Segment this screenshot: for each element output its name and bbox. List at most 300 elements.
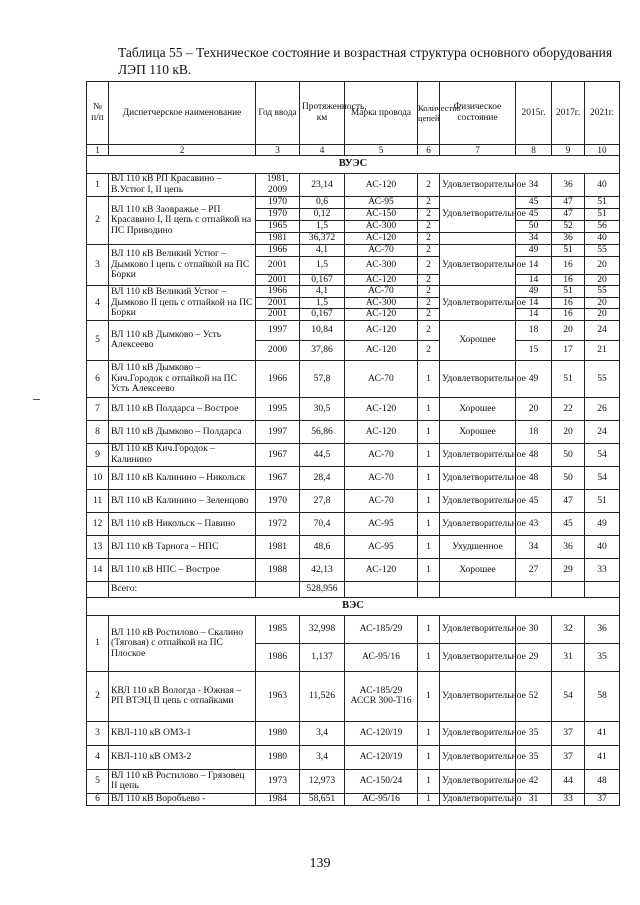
value-2017-cell: 44 bbox=[552, 769, 585, 793]
value-2017-cell: 52 bbox=[552, 221, 585, 233]
length-cell: 4,1 bbox=[300, 245, 345, 257]
wire-cell: АС-150 bbox=[345, 209, 418, 221]
year-cell: 2000 bbox=[256, 340, 300, 360]
value-2015-cell: 35 bbox=[516, 745, 552, 769]
table-row bbox=[87, 745, 620, 769]
circuits-cell: 1 bbox=[418, 769, 440, 793]
wire-cell: АС-120 bbox=[345, 420, 418, 443]
value-2017-cell: 33 bbox=[552, 793, 585, 805]
circuits-cell: 2 bbox=[418, 209, 440, 221]
table-row bbox=[87, 466, 620, 489]
header-cell: Диспетчерское наименование bbox=[109, 82, 256, 145]
year-cell: 1973 bbox=[256, 769, 300, 793]
row-number: 13 bbox=[87, 535, 109, 558]
value-2017-cell: 16 bbox=[552, 309, 585, 321]
header-cell: Физическое состояние bbox=[440, 82, 516, 145]
value-2017-cell: 17 bbox=[552, 340, 585, 360]
total-empty-cell bbox=[516, 581, 552, 597]
state-cell: Удовлетворительное bbox=[440, 745, 516, 769]
value-2015-cell: 20 bbox=[516, 397, 552, 420]
circuits-cell: 1 bbox=[418, 745, 440, 769]
wire-cell: АС-185/29 АССR 300-T16 bbox=[345, 671, 418, 721]
wire-cell: АС-300 bbox=[345, 297, 418, 309]
circuits-cell: 2 bbox=[418, 197, 440, 209]
year-cell: 1970 bbox=[256, 209, 300, 221]
year-cell: 1967 bbox=[256, 443, 300, 466]
value-2021-cell: 49 bbox=[585, 512, 620, 535]
state-cell: Хорошее bbox=[440, 558, 516, 581]
table-row bbox=[87, 615, 620, 643]
circuits-cell: 1 bbox=[418, 443, 440, 466]
value-2021-cell: 41 bbox=[585, 745, 620, 769]
line-name: КВЛ 110 кВ Вологда - Южная – РП ВТЭЦ II цепь с отпайками bbox=[109, 671, 256, 721]
header-cell: Количество цепей bbox=[418, 82, 440, 145]
row-number: 6 bbox=[87, 793, 109, 805]
year-cell: 1966 bbox=[256, 360, 300, 397]
table-row bbox=[87, 671, 620, 721]
table-row bbox=[87, 769, 620, 793]
value-2015-cell: 48 bbox=[516, 443, 552, 466]
value-2021-cell: 40 bbox=[585, 174, 620, 197]
table-row bbox=[87, 793, 620, 805]
value-2021-cell: 54 bbox=[585, 466, 620, 489]
value-2015-cell: 29 bbox=[516, 643, 552, 671]
value-2017-cell: 31 bbox=[552, 643, 585, 671]
state-cell: Удовлетворительное bbox=[440, 721, 516, 745]
line-name: ВЛ 110 кВ НПС – Вострое bbox=[109, 558, 256, 581]
value-2015-cell: 14 bbox=[516, 274, 552, 286]
row-number: 5 bbox=[87, 769, 109, 793]
value-2021-cell: 20 bbox=[585, 297, 620, 309]
value-2017-cell: 50 bbox=[552, 443, 585, 466]
circuits-cell: 2 bbox=[418, 297, 440, 309]
value-2021-cell: 55 bbox=[585, 245, 620, 257]
value-2021-cell: 56 bbox=[585, 221, 620, 233]
table-caption: Таблица 55 – Техническое состояние и возрастная структура основного оборудования ЛЭП 110 кВ. bbox=[118, 45, 613, 77]
value-2021-cell: 24 bbox=[585, 420, 620, 443]
circuits-cell: 2 bbox=[418, 274, 440, 286]
circuits-cell: 2 bbox=[418, 340, 440, 360]
row-number: 2 bbox=[87, 197, 109, 245]
wire-cell: АС-70 bbox=[345, 245, 418, 257]
value-2015-cell: 45 bbox=[516, 209, 552, 221]
length-cell: 58,651 bbox=[300, 793, 345, 805]
wire-cell: АС-70 bbox=[345, 360, 418, 397]
column-number: 7 bbox=[440, 145, 516, 156]
value-2015-cell: 34 bbox=[516, 174, 552, 197]
circuits-cell: 1 bbox=[418, 360, 440, 397]
length-cell: 27,8 bbox=[300, 489, 345, 512]
header-cell: 2015г. bbox=[516, 82, 552, 145]
value-2017-cell: 29 bbox=[552, 558, 585, 581]
circuits-cell: 1 bbox=[418, 558, 440, 581]
length-cell: 36,372 bbox=[300, 233, 345, 245]
year-cell: 1967 bbox=[256, 466, 300, 489]
wire-cell: АС-120 bbox=[345, 340, 418, 360]
state-cell: Удовлетворительное bbox=[440, 615, 516, 643]
state-cell: Удовлетворительное bbox=[440, 443, 516, 466]
year-cell: 1980 bbox=[256, 745, 300, 769]
line-name: ВЛ 110 кВ Ростилово – Скалино (Тяговая) с отпайкой на ПС Плоское bbox=[109, 615, 256, 671]
header-cell: Марка провода bbox=[345, 82, 418, 145]
wire-cell: АС-150/24 bbox=[345, 769, 418, 793]
table-body bbox=[87, 156, 620, 806]
row-number: 3 bbox=[87, 721, 109, 745]
row-number: 6 bbox=[87, 360, 109, 397]
length-cell: 3,4 bbox=[300, 721, 345, 745]
state-cell: Удовлетворительное bbox=[440, 286, 516, 321]
value-2015-cell: 35 bbox=[516, 721, 552, 745]
total-empty-cell bbox=[345, 581, 418, 597]
value-2017-cell: 22 bbox=[552, 397, 585, 420]
length-cell: 44,5 bbox=[300, 443, 345, 466]
value-2015-cell: 34 bbox=[516, 535, 552, 558]
table-row bbox=[87, 443, 620, 466]
length-cell: 23,14 bbox=[300, 174, 345, 197]
value-2015-cell: 49 bbox=[516, 360, 552, 397]
column-number-row bbox=[87, 145, 620, 156]
value-2021-cell: 24 bbox=[585, 320, 620, 340]
length-cell: 32,998 bbox=[300, 615, 345, 643]
circuits-cell: 2 bbox=[418, 320, 440, 340]
column-number: 8 bbox=[516, 145, 552, 156]
value-2015-cell: 27 bbox=[516, 558, 552, 581]
circuits-cell: 1 bbox=[418, 489, 440, 512]
year-cell: 2001 bbox=[256, 274, 300, 286]
table-row bbox=[87, 721, 620, 745]
header-cell: 2021г. bbox=[585, 82, 620, 145]
row-number: 7 bbox=[87, 397, 109, 420]
state-cell: Хорошее bbox=[440, 320, 516, 360]
length-cell: 37,86 bbox=[300, 340, 345, 360]
value-2021-cell: 54 bbox=[585, 443, 620, 466]
line-name: ВЛ 110 кВ Ростилово – Грязовец II цепь bbox=[109, 769, 256, 793]
margin-mark bbox=[33, 399, 40, 400]
value-2017-cell: 36 bbox=[552, 233, 585, 245]
value-2017-cell: 32 bbox=[552, 615, 585, 643]
state-cell: Удовлетворительное bbox=[440, 197, 516, 233]
value-2017-cell: 16 bbox=[552, 274, 585, 286]
table-row bbox=[87, 512, 620, 535]
total-row bbox=[87, 581, 620, 597]
state-cell: Удовлетворительное bbox=[440, 671, 516, 721]
value-2015-cell: 50 bbox=[516, 221, 552, 233]
year-cell: 2001 bbox=[256, 297, 300, 309]
value-2021-cell: 40 bbox=[585, 233, 620, 245]
value-2015-cell: 14 bbox=[516, 256, 552, 274]
total-empty-cell bbox=[440, 581, 516, 597]
circuits-cell: 2 bbox=[418, 221, 440, 233]
state-cell: Удовлетворительное bbox=[440, 643, 516, 671]
line-name: ВЛ 110 кВ Дымково – Кич.Городок с отпайкой на ПС Усть Алексеево bbox=[109, 360, 256, 397]
line-name: ВЛ 110 кВ Кич.Городок – Калинино bbox=[109, 443, 256, 466]
value-2015-cell: 14 bbox=[516, 297, 552, 309]
line-name: ВЛ 110 кВ Полдарса – Вострое bbox=[109, 397, 256, 420]
value-2021-cell: 51 bbox=[585, 489, 620, 512]
state-cell: Удовлетворительное bbox=[440, 489, 516, 512]
year-cell: 1995 bbox=[256, 397, 300, 420]
table-row bbox=[87, 489, 620, 512]
total-empty-cell bbox=[585, 581, 620, 597]
wire-cell: АС-185/29 bbox=[345, 615, 418, 643]
circuits-cell: 2 bbox=[418, 286, 440, 298]
row-number: 9 bbox=[87, 443, 109, 466]
length-cell: 1,5 bbox=[300, 221, 345, 233]
year-cell: 2001 bbox=[256, 256, 300, 274]
row-number: 1 bbox=[87, 174, 109, 197]
length-cell: 1,137 bbox=[300, 643, 345, 671]
length-cell: 56,86 bbox=[300, 420, 345, 443]
circuits-cell: 1 bbox=[418, 535, 440, 558]
value-2021-cell: 33 bbox=[585, 558, 620, 581]
row-number: 3 bbox=[87, 245, 109, 286]
wire-cell: АС-120/19 bbox=[345, 745, 418, 769]
year-cell: 1988 bbox=[256, 558, 300, 581]
table-row bbox=[87, 397, 620, 420]
table-row bbox=[87, 558, 620, 581]
value-2021-cell: 51 bbox=[585, 197, 620, 209]
table-row bbox=[87, 360, 620, 397]
length-cell: 0,167 bbox=[300, 309, 345, 321]
value-2015-cell: 42 bbox=[516, 769, 552, 793]
total-empty-cell bbox=[418, 581, 440, 597]
value-2015-cell: 45 bbox=[516, 197, 552, 209]
value-2015-cell: 14 bbox=[516, 309, 552, 321]
value-2021-cell: 58 bbox=[585, 671, 620, 721]
page-number: 139 bbox=[309, 856, 331, 871]
wire-cell: АС-300 bbox=[345, 221, 418, 233]
line-name: ВЛ 110 кВ Дымково – Усть Алексеево bbox=[109, 320, 256, 360]
value-2015-cell: 34 bbox=[516, 233, 552, 245]
value-2017-cell: 45 bbox=[552, 512, 585, 535]
equipment-table bbox=[86, 81, 620, 806]
circuits-cell: 2 bbox=[418, 309, 440, 321]
wire-cell: АС-70 bbox=[345, 443, 418, 466]
section-header-row bbox=[87, 156, 620, 174]
state-cell: Удовлетворительное bbox=[440, 466, 516, 489]
year-cell: 1997 bbox=[256, 320, 300, 340]
wire-cell: АС-120 bbox=[345, 309, 418, 321]
circuits-cell: 1 bbox=[418, 721, 440, 745]
circuits-cell: 1 bbox=[418, 397, 440, 420]
table-row bbox=[87, 320, 620, 340]
value-2021-cell: 20 bbox=[585, 274, 620, 286]
value-2021-cell: 21 bbox=[585, 340, 620, 360]
value-2021-cell: 20 bbox=[585, 309, 620, 321]
length-cell: 0,12 bbox=[300, 209, 345, 221]
header-cell: 2017г. bbox=[552, 82, 585, 145]
year-cell: 1970 bbox=[256, 197, 300, 209]
value-2015-cell: 43 bbox=[516, 512, 552, 535]
year-cell: 1963 bbox=[256, 671, 300, 721]
length-cell: 28,4 bbox=[300, 466, 345, 489]
length-cell: 30,5 bbox=[300, 397, 345, 420]
circuits-cell: 2 bbox=[418, 233, 440, 245]
table-row bbox=[87, 535, 620, 558]
length-cell: 42,13 bbox=[300, 558, 345, 581]
value-2015-cell: 18 bbox=[516, 420, 552, 443]
row-number: 8 bbox=[87, 420, 109, 443]
value-2021-cell: 26 bbox=[585, 397, 620, 420]
value-2015-cell: 48 bbox=[516, 466, 552, 489]
year-cell: 1997 bbox=[256, 420, 300, 443]
value-2017-cell: 47 bbox=[552, 209, 585, 221]
value-2021-cell: 48 bbox=[585, 769, 620, 793]
value-2017-cell: 37 bbox=[552, 745, 585, 769]
value-2015-cell: 52 bbox=[516, 671, 552, 721]
line-name: ВЛ 110 кВ РП Красавино –В.Устюг I, II цепь bbox=[109, 174, 256, 197]
line-name: ВЛ 110 кВ Тарнога – НПС bbox=[109, 535, 256, 558]
length-cell: 0,6 bbox=[300, 197, 345, 209]
state-cell: Хорошее bbox=[440, 420, 516, 443]
header-cell: Протяженность, км bbox=[300, 82, 345, 145]
value-2021-cell: 37 bbox=[585, 793, 620, 805]
year-cell: 2001 bbox=[256, 309, 300, 321]
year-cell: 1972 bbox=[256, 512, 300, 535]
line-name: ВЛ 110 кВ Заовражье – РП Красавино I, II цепь с отпайкой на ПС Приводино bbox=[109, 197, 256, 245]
section-header-row bbox=[87, 597, 620, 615]
length-cell: 3,4 bbox=[300, 745, 345, 769]
column-number: 9 bbox=[552, 145, 585, 156]
length-cell: 11,526 bbox=[300, 671, 345, 721]
circuits-cell: 1 bbox=[418, 643, 440, 671]
year-cell: 1966 bbox=[256, 286, 300, 298]
wire-cell: АС-70 bbox=[345, 466, 418, 489]
row-number: 10 bbox=[87, 466, 109, 489]
line-name: ВЛ 110 кВ Никольск – Павино bbox=[109, 512, 256, 535]
length-cell: 1,5 bbox=[300, 297, 345, 309]
column-number: 1 bbox=[87, 145, 109, 156]
row-number: 14 bbox=[87, 558, 109, 581]
length-cell: 57,8 bbox=[300, 360, 345, 397]
header-cell: № п/п bbox=[87, 82, 109, 145]
year-cell: 1981 bbox=[256, 233, 300, 245]
year-cell: 1966 bbox=[256, 245, 300, 257]
circuits-cell: 1 bbox=[418, 793, 440, 805]
length-cell: 10,84 bbox=[300, 320, 345, 340]
value-2017-cell: 36 bbox=[552, 535, 585, 558]
value-2017-cell: 16 bbox=[552, 297, 585, 309]
value-2021-cell: 40 bbox=[585, 535, 620, 558]
wire-cell: АС-120 bbox=[345, 397, 418, 420]
line-name: ВЛ 110 кВ Калинино – Никольск bbox=[109, 466, 256, 489]
row-number: 11 bbox=[87, 489, 109, 512]
value-2017-cell: 50 bbox=[552, 466, 585, 489]
year-cell: 1970 bbox=[256, 489, 300, 512]
column-number: 4 bbox=[300, 145, 345, 156]
row-number: 1 bbox=[87, 615, 109, 671]
column-number: 2 bbox=[109, 145, 256, 156]
circuits-cell: 1 bbox=[418, 615, 440, 643]
state-cell: Удовлетворительное bbox=[440, 174, 516, 197]
wire-cell: АС-95 bbox=[345, 197, 418, 209]
line-name: ВЛ 110 кВ Великий Устюг – Дымково I цепь с отпайкой на ПС Борки bbox=[109, 245, 256, 286]
value-2015-cell: 31 bbox=[516, 793, 552, 805]
line-name: ВЛ 110 кВ Дымково – Полдарса bbox=[109, 420, 256, 443]
length-cell: 1,5 bbox=[300, 256, 345, 274]
line-name: ВЛ 110 кВ Калинино – Зеленцово bbox=[109, 489, 256, 512]
circuits-cell: 1 bbox=[418, 420, 440, 443]
year-cell: 1985 bbox=[256, 615, 300, 643]
length-cell: 70,4 bbox=[300, 512, 345, 535]
table-row bbox=[87, 245, 620, 257]
wire-cell: АС-120 bbox=[345, 174, 418, 197]
circuits-cell: 1 bbox=[418, 466, 440, 489]
table-row bbox=[87, 197, 620, 209]
year-cell: 1984 bbox=[256, 793, 300, 805]
value-2021-cell: 55 bbox=[585, 360, 620, 397]
header-cell: Год ввода bbox=[256, 82, 300, 145]
year-cell: 1965 bbox=[256, 221, 300, 233]
length-cell: 4,1 bbox=[300, 286, 345, 298]
total-value: 528,956 bbox=[300, 581, 345, 597]
total-empty-cell bbox=[87, 581, 109, 597]
value-2021-cell: 36 bbox=[585, 615, 620, 643]
value-2017-cell: 37 bbox=[552, 721, 585, 745]
circuits-cell: 1 bbox=[418, 671, 440, 721]
state-cell: Удовлетворительное bbox=[440, 512, 516, 535]
value-2017-cell: 16 bbox=[552, 256, 585, 274]
value-2015-cell: 15 bbox=[516, 340, 552, 360]
value-2015-cell: 45 bbox=[516, 489, 552, 512]
value-2017-cell: 51 bbox=[552, 245, 585, 257]
line-name: ВЛ 110 кВ Великий Устюг – Дымково II цепь с отпайкой на ПС Борки bbox=[109, 286, 256, 321]
year-cell: 1980 bbox=[256, 721, 300, 745]
value-2017-cell: 36 bbox=[552, 174, 585, 197]
row-number: 5 bbox=[87, 320, 109, 360]
value-2015-cell: 18 bbox=[516, 320, 552, 340]
line-name: ВЛ 110 кВ Воробъево - bbox=[109, 793, 256, 805]
year-cell: 1981 bbox=[256, 535, 300, 558]
value-2021-cell: 51 bbox=[585, 209, 620, 221]
year-cell: 1981, 2009 bbox=[256, 174, 300, 197]
column-number: 6 bbox=[418, 145, 440, 156]
state-cell: Удовлетворительное bbox=[440, 245, 516, 286]
wire-cell: АС-120 bbox=[345, 558, 418, 581]
length-cell: 12,973 bbox=[300, 769, 345, 793]
row-number: 4 bbox=[87, 745, 109, 769]
value-2015-cell: 49 bbox=[516, 286, 552, 298]
row-number: 12 bbox=[87, 512, 109, 535]
table-row bbox=[87, 286, 620, 298]
value-2017-cell: 20 bbox=[552, 320, 585, 340]
wire-cell: АС-120 bbox=[345, 233, 418, 245]
value-2021-cell: 41 bbox=[585, 721, 620, 745]
column-number: 3 bbox=[256, 145, 300, 156]
column-number: 5 bbox=[345, 145, 418, 156]
wire-cell: АС-95/16 bbox=[345, 793, 418, 805]
total-empty-cell bbox=[256, 581, 300, 597]
row-number: 4 bbox=[87, 286, 109, 321]
state-cell: Удовлетворительно bbox=[440, 793, 516, 805]
circuits-cell: 2 bbox=[418, 174, 440, 197]
header-row bbox=[87, 82, 620, 145]
row-number: 2 bbox=[87, 671, 109, 721]
value-2017-cell: 51 bbox=[552, 286, 585, 298]
length-cell: 0,167 bbox=[300, 274, 345, 286]
state-cell: Хорошее bbox=[440, 397, 516, 420]
wire-cell: АС-70 bbox=[345, 286, 418, 298]
column-number: 10 bbox=[585, 145, 620, 156]
value-2015-cell: 30 bbox=[516, 615, 552, 643]
value-2021-cell: 55 bbox=[585, 286, 620, 298]
value-2015-cell: 49 bbox=[516, 245, 552, 257]
wire-cell: АС-120/19 bbox=[345, 721, 418, 745]
wire-cell: АС-95 bbox=[345, 535, 418, 558]
circuits-cell: 1 bbox=[418, 512, 440, 535]
value-2017-cell: 47 bbox=[552, 197, 585, 209]
line-name: КВЛ-110 кВ ОМЗ-1 bbox=[109, 721, 256, 745]
